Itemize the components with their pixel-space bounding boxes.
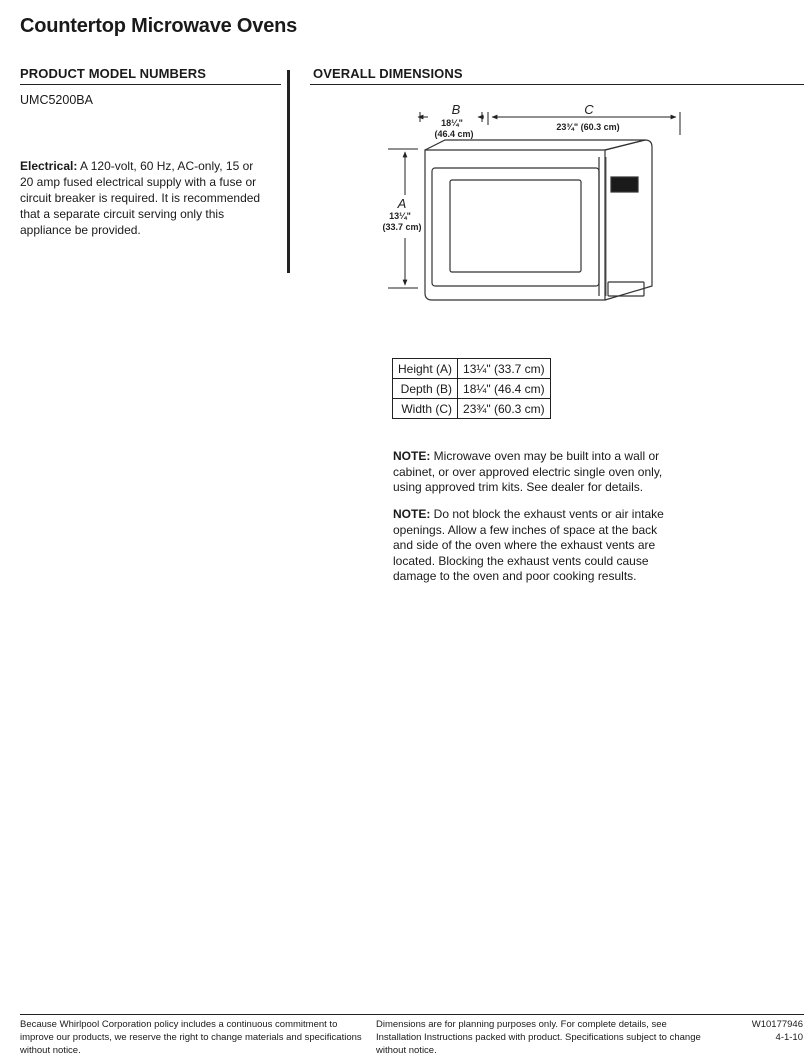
dimension-c-letter: C — [584, 102, 594, 117]
microwave-oven-illustration — [425, 140, 652, 300]
footer-document-id — [720, 1018, 803, 1044]
dimension-a-letter: A — [397, 196, 407, 211]
column-divider — [287, 70, 290, 273]
footer-dimensions-disclaimer: Dimensions are for planning purposes only. For complete details, see Installation Instructions packed with product. Specifications subject to change without notice. — [376, 1019, 701, 1056]
footer-rule — [20, 1014, 804, 1015]
dimension-b-cm: (46.4 cm) — [434, 129, 474, 139]
row-label: Depth (B) — [393, 379, 458, 399]
dimension-a-inches: 13¼" — [389, 211, 411, 221]
table-row — [393, 399, 551, 419]
row-value: 23¾" (60.3 cm) — [458, 399, 551, 419]
page-title: Countertop Microwave Ovens — [20, 15, 298, 37]
note-text: Do not block the exhaust vents or air intake openings. Allow a few inches of space at the back and side of the oven where the exhaust vents are located. Blocking the exhaust vents could cause damage to the oven and poor cooking results. — [393, 507, 664, 583]
electrical-label: Electrical: — [20, 159, 78, 173]
note-label: NOTE: — [393, 449, 431, 463]
table-row — [393, 379, 551, 399]
dimension-b-letter: B — [451, 102, 461, 117]
revision-date: 4-1-10 — [775, 1032, 803, 1043]
dimension-c-value: 23¾" (60.3 cm) — [556, 122, 620, 132]
electrical-paragraph — [20, 158, 268, 238]
footer-policy-text: Because Whirlpool Corporation policy includes a continuous commitment to improve our products, we reserve the right to change materials and specifications without notice. — [20, 1019, 362, 1056]
table-row — [393, 359, 551, 379]
note-text: Microwave oven may be built into a wall or cabinet, or over approved electric single oven only, using approved trim kits. See dealer for details. — [393, 449, 663, 494]
product-model-numbers-heading: PRODUCT MODEL NUMBERS — [20, 66, 207, 81]
note-label: NOTE: — [393, 507, 431, 521]
part-number: W10177946 — [751, 1019, 803, 1030]
row-value: 18¼" (46.4 cm) — [458, 379, 551, 399]
right-heading-rule — [310, 84, 804, 85]
note-exhaust-vents — [393, 507, 673, 585]
row-label: Width (C) — [393, 399, 458, 419]
electrical-text: A 120-volt, 60 Hz, AC-only, 15 or 20 amp fused electrical supply with a fuse or circuit breaker is required. It is recommended that a separate circuit serving only this appliance be provided. — [20, 159, 261, 237]
note-built-in — [393, 449, 673, 496]
left-heading-rule — [20, 84, 281, 85]
dimension-a-cm: (33.7 cm) — [382, 222, 422, 232]
row-label: Height (A) — [393, 359, 458, 379]
overall-dimensions-heading: OVERALL DIMENSIONS — [313, 66, 463, 81]
model-number: UMC5200BA — [20, 93, 93, 107]
dimension-b-inches: 18¼" — [441, 118, 463, 128]
row-value: 13¼" (33.7 cm) — [458, 359, 551, 379]
microwave-dimension-diagram — [370, 100, 690, 310]
dimensions-table — [392, 358, 551, 419]
